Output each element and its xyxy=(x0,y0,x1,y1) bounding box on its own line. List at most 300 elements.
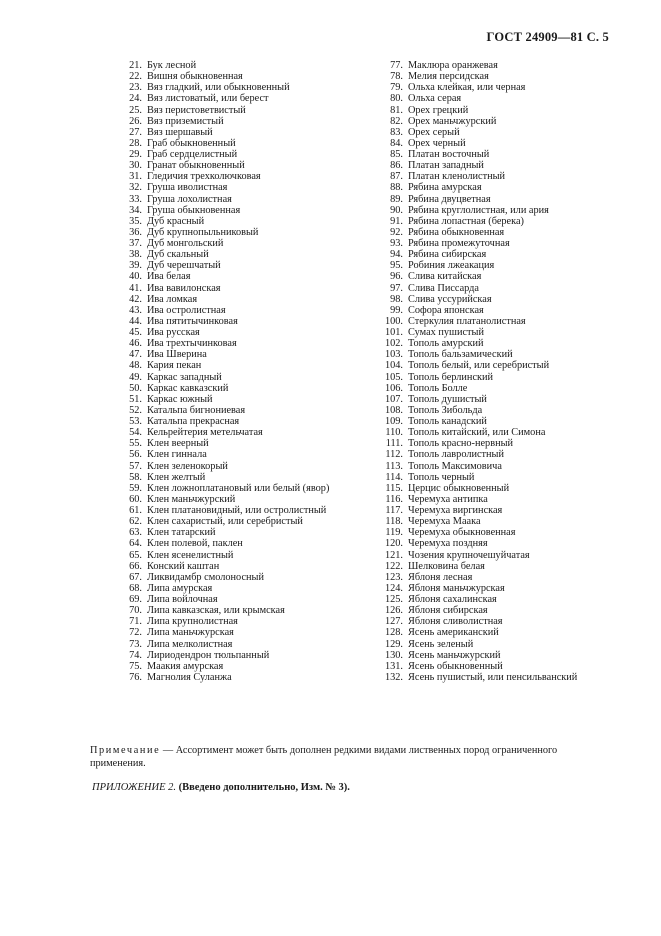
species-list-left xyxy=(112,60,362,683)
item-name: Липа войлочная xyxy=(147,594,218,605)
list-item xyxy=(112,216,362,227)
list-item xyxy=(369,527,619,538)
list-item xyxy=(112,372,362,383)
item-name: Кария пекан xyxy=(147,360,202,372)
list-item xyxy=(112,127,362,138)
list-item xyxy=(369,71,619,82)
list-item xyxy=(369,372,619,383)
item-number: 43. xyxy=(129,304,142,316)
item-number: 102. xyxy=(384,338,403,350)
item-number: 57. xyxy=(129,460,142,472)
item-number: 45. xyxy=(129,327,142,338)
list-item xyxy=(369,550,619,561)
item-number: 114. xyxy=(385,471,403,483)
list-item xyxy=(369,627,619,638)
list-item xyxy=(112,360,362,371)
list-item xyxy=(369,427,619,438)
item-name: Конский каштан xyxy=(147,560,220,572)
item-number: 44. xyxy=(129,315,142,327)
item-name: Рябина промежуточная xyxy=(408,238,510,249)
item-number: 83. xyxy=(390,126,403,138)
item-number: 27. xyxy=(129,126,142,138)
item-name: Платан западный xyxy=(408,160,484,172)
item-name: Ясень зеленый xyxy=(408,638,474,650)
item-name: Орех серый xyxy=(408,126,460,138)
list-item xyxy=(369,605,619,616)
list-item xyxy=(112,227,362,238)
list-item xyxy=(112,461,362,472)
item-number: 38. xyxy=(129,249,142,261)
item-number: 50. xyxy=(129,382,142,394)
item-name: Рябина лопастная (берека) xyxy=(408,215,524,227)
item-name: Тополь Зибольда xyxy=(408,404,483,416)
list-item xyxy=(369,672,619,683)
item-name: Тополь Болле xyxy=(408,382,468,394)
item-number: 77. xyxy=(390,60,403,71)
list-item xyxy=(369,138,619,149)
item-number: 25. xyxy=(129,104,142,116)
item-name: Вяз шершавый xyxy=(147,126,213,138)
item-number: 100. xyxy=(384,315,403,327)
item-number: 95. xyxy=(390,260,403,272)
item-name: Черемуха виргинская xyxy=(408,505,503,516)
list-item xyxy=(112,449,362,460)
item-name: Орех грецкий xyxy=(408,104,469,116)
item-name: Дуб монгольский xyxy=(147,238,224,249)
item-name: Тополь амурский xyxy=(408,338,484,350)
item-number: 125. xyxy=(384,594,403,605)
item-number: 33. xyxy=(129,193,142,205)
item-number: 56. xyxy=(129,449,142,461)
item-name: Клен татарский xyxy=(147,527,216,539)
item-number: 123. xyxy=(384,571,403,583)
list-item xyxy=(112,205,362,216)
note-label: Примечание xyxy=(90,745,161,756)
item-number: 101. xyxy=(384,327,403,338)
item-name: Тополь красно-нервный xyxy=(408,438,514,450)
item-name: Вишня обыкновенная xyxy=(147,71,243,83)
list-item xyxy=(112,327,362,338)
item-number: 82. xyxy=(390,115,403,127)
list-item xyxy=(369,149,619,160)
list-item xyxy=(112,472,362,483)
item-number: 93. xyxy=(390,238,403,249)
list-item xyxy=(369,338,619,349)
list-item xyxy=(112,105,362,116)
item-number: 122. xyxy=(384,560,403,572)
list-item xyxy=(112,505,362,516)
item-name: Дуб красный xyxy=(147,215,205,227)
item-number: 26. xyxy=(129,115,142,127)
item-name: Слива китайская xyxy=(408,271,482,283)
list-item xyxy=(369,572,619,583)
item-number: 41. xyxy=(129,282,142,294)
item-name: Яблоня сахалинская xyxy=(408,594,497,605)
list-item xyxy=(112,427,362,438)
item-number: 76. xyxy=(129,671,142,683)
item-name: Рябина круглолистная, или ария xyxy=(408,204,549,216)
list-item xyxy=(112,182,362,193)
list-item xyxy=(369,472,619,483)
list-item xyxy=(369,561,619,572)
item-number: 73. xyxy=(129,638,142,650)
list-item xyxy=(112,538,362,549)
list-item xyxy=(112,616,362,627)
list-item xyxy=(112,405,362,416)
item-number: 86. xyxy=(390,160,403,172)
item-number: 132. xyxy=(384,671,403,683)
list-item xyxy=(112,93,362,104)
item-name: Ива трехтычинковая xyxy=(147,338,237,350)
list-item xyxy=(369,127,619,138)
list-item xyxy=(112,271,362,282)
list-item xyxy=(112,249,362,260)
item-name: Тополь черный xyxy=(408,471,475,483)
list-item xyxy=(369,661,619,672)
item-name: Тополь лавролистный xyxy=(408,449,504,461)
list-item xyxy=(369,650,619,661)
list-item xyxy=(112,639,362,650)
item-number: 39. xyxy=(129,260,142,272)
item-name: Бук лесной xyxy=(147,60,197,71)
item-name: Дуб крупнопыльниковый xyxy=(147,226,259,238)
item-name: Вяз приземистый xyxy=(147,115,224,127)
list-item xyxy=(112,338,362,349)
species-list-right xyxy=(369,60,619,683)
item-number: 110. xyxy=(385,427,403,439)
item-number: 88. xyxy=(390,182,403,194)
item-number: 66. xyxy=(129,560,142,572)
item-name: Сумах пушистый xyxy=(408,327,484,338)
item-name: Ива вавилонская xyxy=(147,282,221,294)
list-item xyxy=(112,71,362,82)
list-item xyxy=(369,349,619,360)
list-item xyxy=(112,149,362,160)
item-name: Груша лохолистная xyxy=(147,193,232,205)
list-item xyxy=(369,160,619,171)
item-name: Липа крупнолистная xyxy=(147,616,238,628)
item-name: Липа маньчжурская xyxy=(147,627,234,639)
list-item xyxy=(112,594,362,605)
item-name: Лириодендрон тюльпанный xyxy=(147,649,270,661)
item-name: Тополь Максимовича xyxy=(408,460,502,472)
item-number: 80. xyxy=(390,93,403,105)
list-item xyxy=(369,516,619,527)
item-name: Дуб скальный xyxy=(147,249,209,261)
item-number: 127. xyxy=(384,616,403,628)
item-number: 121. xyxy=(384,549,403,561)
item-number: 71. xyxy=(129,616,142,628)
item-number: 53. xyxy=(129,416,142,427)
list-item xyxy=(112,583,362,594)
list-item xyxy=(369,316,619,327)
list-item xyxy=(369,260,619,271)
item-name: Липа мелколистная xyxy=(147,638,233,650)
item-name: Клен маньчжурский xyxy=(147,493,236,505)
item-number: 129. xyxy=(384,638,403,650)
item-number: 68. xyxy=(129,582,142,594)
item-name: Платан кленолистный xyxy=(408,171,506,183)
item-name: Шелковина белая xyxy=(408,560,485,572)
item-number: 87. xyxy=(390,171,403,183)
list-item xyxy=(369,449,619,460)
item-number: 28. xyxy=(129,137,142,149)
list-item xyxy=(369,249,619,260)
item-number: 24. xyxy=(129,93,142,105)
item-number: 109. xyxy=(384,416,403,427)
list-item xyxy=(369,416,619,427)
item-number: 54. xyxy=(129,427,142,439)
item-name: Вяз перистоветвистый xyxy=(147,104,246,116)
item-number: 42. xyxy=(129,293,142,305)
list-item xyxy=(112,283,362,294)
item-number: 108. xyxy=(384,404,403,416)
list-item xyxy=(369,271,619,282)
item-name: Платан восточный xyxy=(408,149,490,160)
item-name: Груша обыкновенная xyxy=(147,204,241,216)
list-item xyxy=(369,538,619,549)
list-item xyxy=(369,616,619,627)
item-number: 126. xyxy=(384,605,403,617)
item-number: 78. xyxy=(390,71,403,83)
item-number: 65. xyxy=(129,549,142,561)
item-name: Магнолия Суланжа xyxy=(147,671,232,683)
item-number: 64. xyxy=(129,538,142,550)
item-number: 115. xyxy=(385,482,403,494)
item-name: Катальпа прекрасная xyxy=(147,416,240,427)
item-number: 55. xyxy=(129,438,142,450)
list-item xyxy=(369,505,619,516)
list-item xyxy=(112,238,362,249)
item-name: Ясень маньчжурский xyxy=(408,649,501,661)
appendix-title: ПРИЛОЖЕНИЕ 2. xyxy=(92,782,176,793)
list-item xyxy=(369,483,619,494)
item-name: Яблоня сибирская xyxy=(408,605,488,617)
item-name: Ива Шверина xyxy=(147,349,207,361)
list-item xyxy=(369,461,619,472)
list-item xyxy=(112,494,362,505)
item-name: Черемуха поздняя xyxy=(408,538,488,550)
item-number: 120. xyxy=(384,538,403,550)
item-name: Каркас южный xyxy=(147,393,213,405)
list-item xyxy=(112,561,362,572)
item-number: 89. xyxy=(390,193,403,205)
item-name: Рябина сибирская xyxy=(408,249,487,261)
item-number: 72. xyxy=(129,627,142,639)
item-number: 49. xyxy=(129,371,142,383)
item-number: 91. xyxy=(390,215,403,227)
item-number: 107. xyxy=(384,393,403,405)
item-number: 103. xyxy=(384,349,403,361)
item-name: Катальпа бигнониевая xyxy=(147,404,246,416)
item-number: 94. xyxy=(390,249,403,261)
page-header: ГОСТ 24909—81 С. 5 xyxy=(486,30,609,44)
list-item xyxy=(112,438,362,449)
list-item xyxy=(369,93,619,104)
item-number: 113. xyxy=(385,460,403,472)
item-name: Слива Писсарда xyxy=(408,282,479,294)
item-name: Каркас западный xyxy=(147,371,222,383)
item-name: Груша иволистная xyxy=(147,182,228,194)
item-number: 116. xyxy=(385,493,403,505)
item-name: Ясень американский xyxy=(408,627,499,639)
item-number: 84. xyxy=(390,137,403,149)
item-name: Черемуха обыкновенная xyxy=(408,527,516,539)
item-number: 30. xyxy=(129,160,142,172)
item-number: 22. xyxy=(129,71,142,83)
item-name: Яблоня маньчжурская xyxy=(408,582,505,594)
item-name: Клен веерный xyxy=(147,438,209,450)
item-number: 85. xyxy=(390,149,403,160)
list-item xyxy=(112,82,362,93)
list-item xyxy=(369,383,619,394)
item-name: Ликвидамбр смолоносный xyxy=(147,571,264,583)
item-number: 130. xyxy=(384,649,403,661)
item-name: Граб сердцелистный xyxy=(147,149,238,160)
list-item xyxy=(369,194,619,205)
item-name: Ива ломкая xyxy=(147,293,198,305)
list-item xyxy=(369,216,619,227)
list-item xyxy=(112,194,362,205)
list-item xyxy=(369,182,619,193)
item-name: Вяз гладкий, или обыкновенный xyxy=(147,82,290,94)
item-name: Черемуха Маака xyxy=(408,516,481,528)
item-number: 59. xyxy=(129,482,142,494)
appendix-line xyxy=(92,782,350,793)
list-item xyxy=(369,394,619,405)
item-name: Слива уссурийская xyxy=(408,293,492,305)
item-name: Ольха серая xyxy=(408,93,462,105)
item-number: 79. xyxy=(390,82,403,94)
item-name: Тополь берлинский xyxy=(408,371,494,383)
item-name: Мелия персидская xyxy=(408,71,489,83)
item-number: 70. xyxy=(129,605,142,617)
item-number: 29. xyxy=(129,149,142,160)
item-number: 98. xyxy=(390,293,403,305)
list-item xyxy=(369,583,619,594)
list-item xyxy=(369,116,619,127)
item-name: Гледичия трехколючковая xyxy=(147,171,261,183)
list-item xyxy=(112,305,362,316)
item-name: Тополь китайский, или Симона xyxy=(408,427,546,439)
item-name: Клен желтый xyxy=(147,471,206,483)
item-name: Орех черный xyxy=(408,137,466,149)
item-name: Дуб черешчатый xyxy=(147,260,221,272)
item-name: Робиния лжеакация xyxy=(408,260,495,272)
list-item xyxy=(112,349,362,360)
item-number: 99. xyxy=(390,304,403,316)
list-item xyxy=(112,116,362,127)
item-name: Тополь бальзамический xyxy=(408,349,513,361)
item-name: Тополь белый, или серебристый xyxy=(408,360,550,372)
note-paragraph xyxy=(90,745,610,770)
list-item xyxy=(112,527,362,538)
item-number: 23. xyxy=(129,82,142,94)
item-name: Черемуха антипка xyxy=(408,493,488,505)
list-item xyxy=(112,650,362,661)
item-name: Маакия амурская xyxy=(147,660,224,672)
item-number: 35. xyxy=(129,215,142,227)
list-item xyxy=(369,327,619,338)
item-number: 118. xyxy=(385,516,403,528)
list-item xyxy=(112,483,362,494)
item-number: 40. xyxy=(129,271,142,283)
item-number: 104. xyxy=(384,360,403,372)
item-name: Граб обыкновенный xyxy=(147,137,236,149)
item-name: Клен зеленокорый xyxy=(147,460,228,472)
list-item xyxy=(112,171,362,182)
item-name: Яблоня сливолистная xyxy=(408,616,503,628)
item-name: Рябина амурская xyxy=(408,182,482,194)
item-name: Клен платановидный, или остролистный xyxy=(147,505,327,516)
list-item xyxy=(369,360,619,371)
list-item xyxy=(112,260,362,271)
item-name: Орех маньчжурский xyxy=(408,115,497,127)
list-item xyxy=(369,60,619,71)
list-item xyxy=(112,627,362,638)
item-name: Ива остролистная xyxy=(147,304,226,316)
list-item xyxy=(112,550,362,561)
item-number: 32. xyxy=(129,182,142,194)
item-name: Ольха клейкая, или черная xyxy=(408,82,526,94)
item-number: 112. xyxy=(385,449,403,461)
item-name: Рябина обыкновенная xyxy=(408,226,505,238)
item-number: 124. xyxy=(384,582,403,594)
item-number: 36. xyxy=(129,226,142,238)
item-name: Чозения крупночешуйчатая xyxy=(408,549,530,561)
item-number: 81. xyxy=(390,104,403,116)
item-number: 128. xyxy=(384,627,403,639)
item-name: Маклюра оранжевая xyxy=(408,60,498,71)
item-name: Клен сахаристый, или серебристый xyxy=(147,516,303,528)
item-name: Софора японская xyxy=(408,304,484,316)
item-name: Каркас кавказский xyxy=(147,382,229,394)
item-number: 69. xyxy=(129,594,142,605)
list-item xyxy=(112,572,362,583)
list-item xyxy=(369,171,619,182)
item-name: Клен гиннала xyxy=(147,449,207,461)
list-item xyxy=(369,405,619,416)
list-item xyxy=(112,138,362,149)
item-name: Ясень пушистый, или пенсильванский xyxy=(408,671,578,683)
list-item xyxy=(112,383,362,394)
item-number: 62. xyxy=(129,516,142,528)
item-number: 34. xyxy=(129,204,142,216)
item-number: 61. xyxy=(129,505,142,516)
item-name: Ива пятитычинковая xyxy=(147,315,238,327)
item-number: 119. xyxy=(385,527,403,539)
item-number: 111. xyxy=(385,438,403,450)
item-number: 46. xyxy=(129,338,142,350)
note-text: — Ассортимент может быть дополнен редкими видами лиственных пород ограниченного применения. xyxy=(90,745,558,769)
item-name: Липа амурская xyxy=(147,582,213,594)
item-name: Клен ясенелистный xyxy=(147,549,234,561)
list-item xyxy=(369,494,619,505)
list-item xyxy=(369,227,619,238)
item-number: 97. xyxy=(390,282,403,294)
item-number: 58. xyxy=(129,471,142,483)
item-number: 63. xyxy=(129,527,142,539)
list-item xyxy=(369,594,619,605)
list-item xyxy=(369,205,619,216)
item-name: Тополь душистый xyxy=(408,393,487,405)
item-name: Вяз листоватый, или берест xyxy=(147,93,269,105)
item-name: Клен полевой, паклен xyxy=(147,538,243,550)
list-item xyxy=(112,605,362,616)
item-number: 37. xyxy=(129,238,142,249)
item-name: Ива белая xyxy=(147,271,191,283)
item-number: 52. xyxy=(129,404,142,416)
